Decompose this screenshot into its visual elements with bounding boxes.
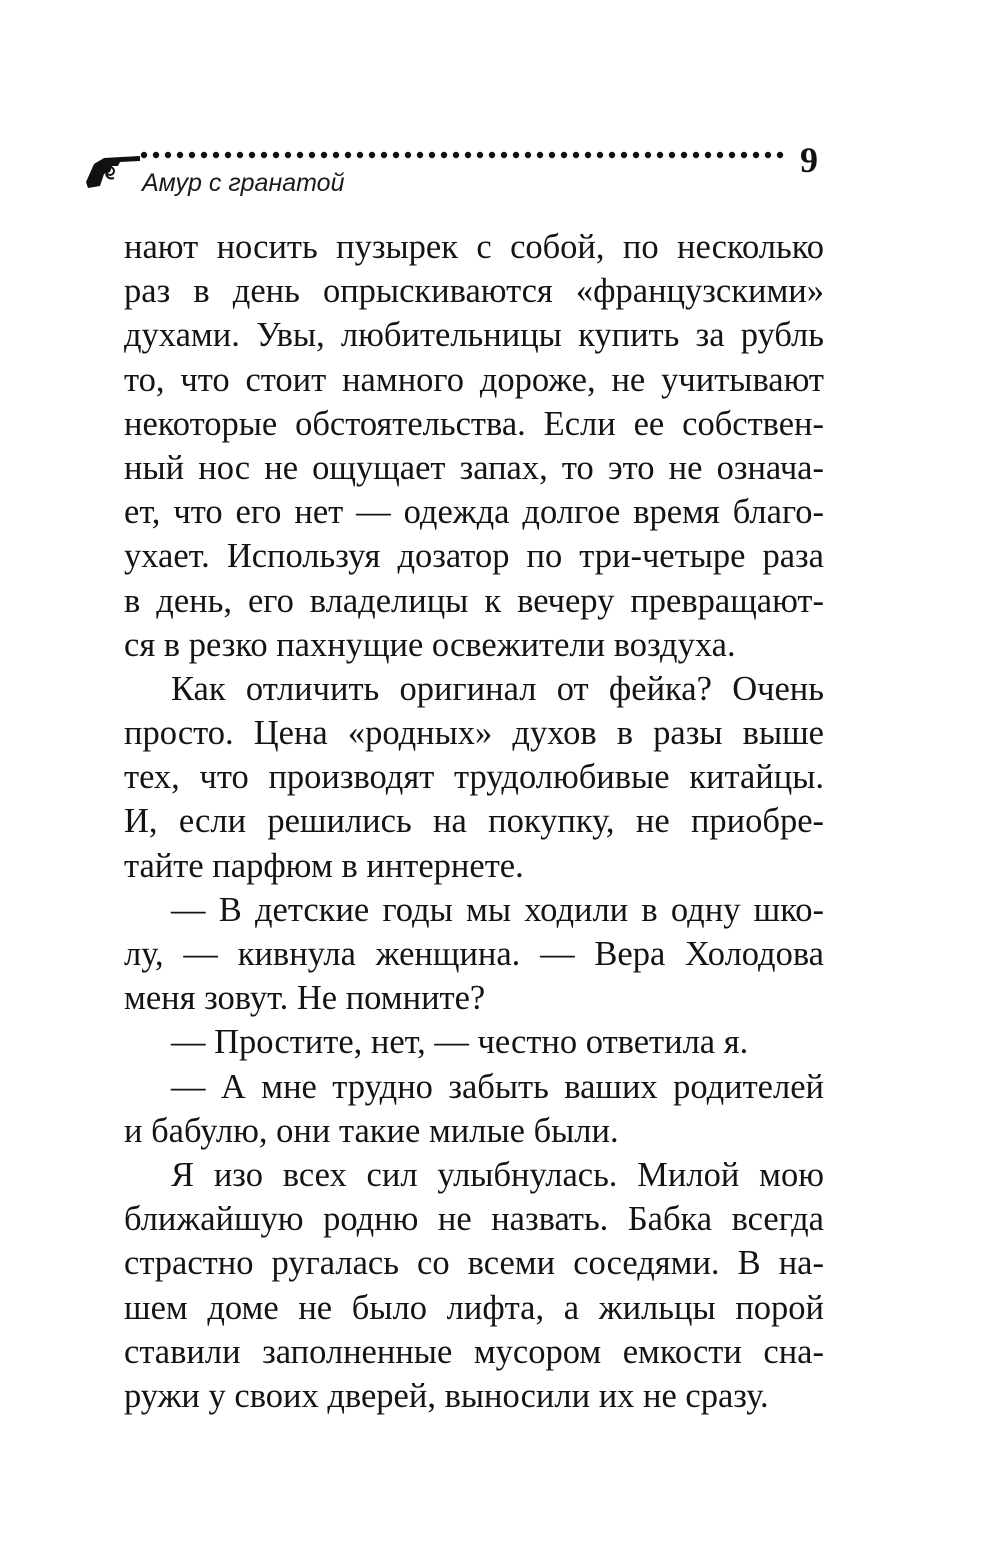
- text-line: нают носить пузырек с собой, по несколько: [124, 228, 824, 266]
- text-line: Я изо всех сил улыбнулась. Милой мою: [171, 1155, 824, 1194]
- text-line: ный нос не ощущает запах, то это не означа-: [124, 448, 824, 487]
- text-line: ружи у своих дверей, выносили их не сразу.: [124, 1376, 769, 1415]
- text-line: в день, его владелицы к вечеру превращают-: [124, 581, 824, 620]
- text-line: лу, — кивнула женщина. — Вера Холодова: [124, 935, 824, 973]
- text-line: страстно ругалась со всеми соседями. В на-: [124, 1244, 824, 1283]
- text-line: тех, что производят трудолюбивые китайцы.: [124, 758, 824, 797]
- text-line: просто. Цена «родных» духов в разы выше: [124, 714, 824, 753]
- running-title: Амур с гранатой: [142, 169, 345, 197]
- text-line: духами. Увы, любительницы купить за рубль: [124, 316, 824, 355]
- text-line: ближайшую родню не назвать. Бабка всегда: [124, 1200, 824, 1239]
- text-line: ся в резко пахнущие освежители воздуха.: [124, 625, 736, 664]
- text-line: ет, что его нет — одежда долгое время благо-: [124, 493, 824, 532]
- text-line: и бабулю, они такие милые были.: [124, 1111, 619, 1150]
- text-line: меня зовут. Не помните?: [124, 979, 486, 1018]
- text-line: шем доме не было лифта, а жильцы порой: [124, 1288, 824, 1327]
- text-line: то, что стоит намного дороже, не учитывают: [124, 360, 824, 399]
- body-text: [124, 225, 824, 1418]
- text-line: раз в день опрыскиваются «французскими»: [124, 272, 824, 311]
- text-line: некоторые обстоятельства. Если ее собствен-: [124, 404, 824, 443]
- page-header: [0, 0, 1000, 210]
- text-line: И, если решились на покупку, не приобре-: [124, 802, 824, 841]
- text-line: ухает. Используя дозатор по три-четыре раза: [124, 537, 824, 576]
- text-line: — А мне трудно забыть ваших родителей: [171, 1067, 824, 1106]
- revolver-icon: [84, 152, 142, 190]
- text-line: — Простите, нет, — честно ответила я.: [171, 1023, 749, 1062]
- text-line: тайте парфюм в интернете.: [124, 846, 524, 885]
- page-number: 9: [800, 140, 818, 180]
- dotted-rule: [140, 150, 792, 160]
- text-line: ставили заполненные мусором емкости сна-: [124, 1332, 824, 1371]
- text-line: Как отличить оригинал от фейка? Очень: [171, 669, 824, 708]
- text-line: — В детские годы мы ходили в одну шко-: [171, 890, 824, 929]
